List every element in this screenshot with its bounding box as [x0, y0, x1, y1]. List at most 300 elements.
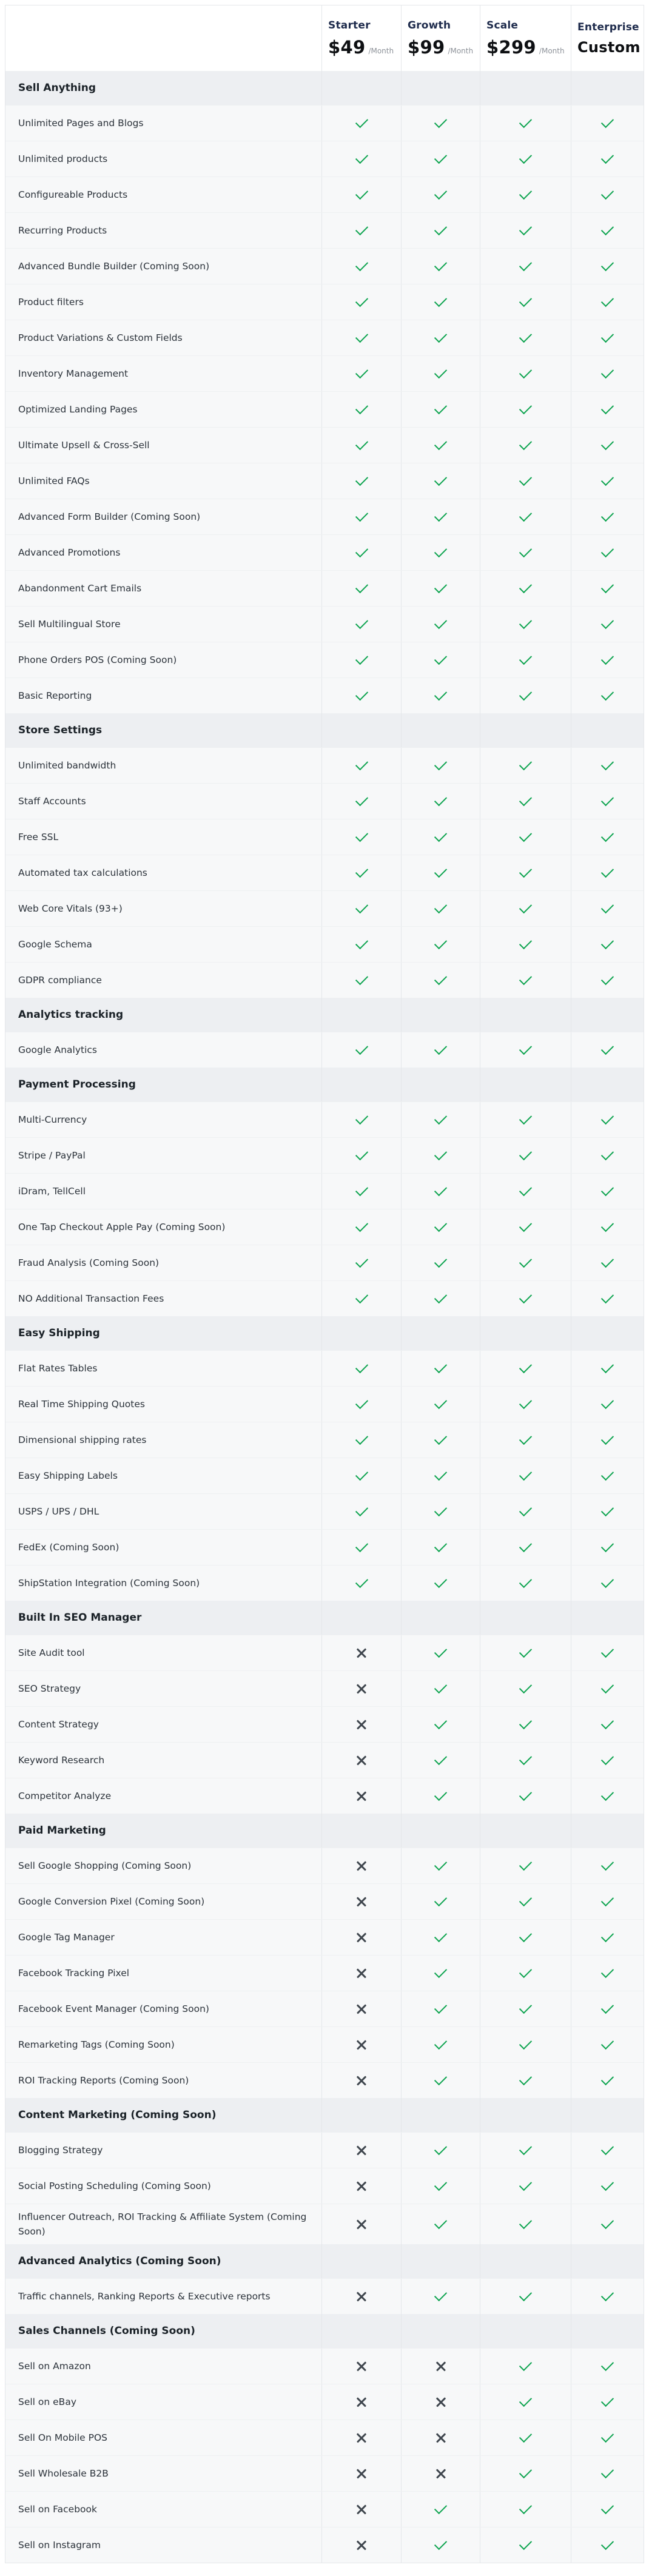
feature-mark-cell	[571, 2456, 644, 2491]
feature-label-cell	[5, 1991, 321, 2026]
feature-mark-cell	[571, 1671, 644, 1706]
feature-mark-cell	[571, 535, 644, 570]
feature-mark-cell	[571, 284, 644, 320]
feature-label-cell	[5, 1743, 321, 1778]
feature-mark-cell	[571, 748, 644, 783]
feature-mark-cell	[401, 855, 480, 890]
check-icon	[519, 2393, 532, 2406]
check-icon	[355, 793, 368, 805]
cross-icon	[356, 2181, 367, 2191]
feature-row	[5, 1706, 644, 1742]
feature-label-cell	[5, 2527, 321, 2563]
feature-row	[5, 2168, 644, 2204]
check-icon	[355, 757, 368, 770]
feature-label-cell	[5, 428, 321, 463]
section-title: Advanced Analytics (Coming Soon)	[18, 2255, 221, 2268]
feature-mark-cell	[401, 2279, 480, 2314]
feature-label-cell	[5, 1530, 321, 1565]
feature-row	[5, 642, 644, 678]
check-icon	[434, 2216, 447, 2228]
feature-row	[5, 2204, 644, 2244]
feature-label: Facebook Tracking Pixel	[18, 1967, 130, 1979]
feature-mark-cell	[571, 784, 644, 819]
feature-mark-cell	[401, 249, 480, 284]
feature-label-cell	[5, 748, 321, 783]
check-icon	[519, 2036, 532, 2049]
plan-price: Custom	[577, 38, 641, 56]
feature-mark-cell	[480, 1956, 571, 1991]
feature-row	[5, 962, 644, 998]
feature-row	[5, 1422, 644, 1458]
check-icon	[601, 2501, 614, 2514]
feature-mark-cell	[321, 891, 401, 926]
feature-mark-cell	[321, 2420, 401, 2455]
check-icon	[601, 365, 614, 378]
plan-price-line	[577, 39, 644, 56]
check-icon	[355, 864, 368, 877]
feature-mark-cell	[401, 213, 480, 248]
check-icon	[519, 1041, 532, 1054]
feature-label-cell	[5, 1671, 321, 1706]
feature-mark-cell	[401, 1458, 480, 1493]
feature-mark-cell	[480, 2133, 571, 2168]
check-icon	[355, 186, 368, 199]
feature-mark-cell	[480, 1565, 571, 1601]
feature-mark-cell	[321, 1530, 401, 1565]
check-icon	[601, 472, 614, 485]
check-icon	[601, 1183, 614, 1196]
feature-label-cell	[5, 1102, 321, 1137]
feature-mark-cell	[321, 1956, 401, 1991]
cross-icon	[356, 2504, 367, 2515]
check-icon	[434, 150, 447, 163]
feature-label: Influencer Outreach, ROI Tracking & Affiliate System (Coming Soon)	[18, 2211, 307, 2238]
feature-label: Abandonment Cart Emails	[18, 582, 142, 594]
feature-mark-cell	[480, 499, 571, 534]
feature-row	[5, 1848, 644, 1883]
section-title: Sales Channels (Coming Soon)	[18, 2325, 195, 2338]
feature-mark-cell	[401, 2133, 480, 2168]
check-icon	[519, 900, 532, 913]
feature-mark-cell	[401, 2456, 480, 2491]
check-icon	[355, 651, 368, 664]
feature-mark-cell	[571, 1530, 644, 1565]
feature-mark-cell	[480, 2492, 571, 2527]
feature-mark-cell	[480, 1032, 571, 1068]
section-header-plan-cell	[571, 998, 644, 1032]
check-icon	[519, 1254, 532, 1267]
feature-mark-cell	[321, 320, 401, 355]
feature-row	[5, 2527, 644, 2563]
cross-icon	[356, 2396, 367, 2407]
section-header-row	[5, 1316, 644, 1350]
section-header-plan-cell	[571, 2314, 644, 2348]
check-icon	[519, 2072, 532, 2085]
feature-mark-cell	[401, 607, 480, 642]
feature-mark-cell	[321, 1565, 401, 1601]
section-header-plan-cell	[571, 71, 644, 105]
feature-mark-cell	[480, 1351, 571, 1386]
feature-row	[5, 783, 644, 819]
feature-mark-cell	[401, 1351, 480, 1386]
feature-label: Sell Google Shopping (Coming Soon)	[18, 1860, 192, 1871]
section-title: Store Settings	[18, 724, 103, 736]
section-header-plan-cell	[480, 1814, 571, 1848]
feature-mark-cell	[401, 1032, 480, 1068]
feature-label: Fraud Analysis (Coming Soon)	[18, 1257, 160, 1268]
feature-row	[5, 320, 644, 355]
cross-icon	[356, 2361, 367, 2372]
check-icon	[601, 2000, 614, 2013]
feature-label-cell	[5, 1494, 321, 1529]
feature-mark-cell	[321, 249, 401, 284]
feature-mark-cell	[480, 1530, 571, 1565]
check-icon	[355, 258, 368, 271]
feature-label-cell	[5, 1387, 321, 1422]
feature-mark-cell	[401, 642, 480, 678]
feature-mark-cell	[401, 535, 480, 570]
check-icon	[519, 1183, 532, 1196]
feature-row	[5, 2491, 644, 2527]
check-icon	[519, 2358, 532, 2370]
feature-mark-cell	[321, 392, 401, 427]
check-icon	[601, 1111, 614, 1124]
feature-row	[5, 1386, 644, 1422]
feature-row	[5, 427, 644, 463]
section-header-row	[5, 71, 644, 105]
check-icon	[355, 1503, 368, 1516]
feature-mark-cell	[401, 177, 480, 212]
feature-label-cell	[5, 1458, 321, 1493]
feature-mark-cell	[480, 571, 571, 606]
feature-label: Unlimited FAQs	[18, 475, 90, 486]
feature-row	[5, 177, 644, 212]
feature-mark-cell	[401, 1991, 480, 2026]
feature-row	[5, 391, 644, 427]
check-icon	[601, 329, 614, 342]
feature-mark-cell	[480, 463, 571, 499]
check-icon	[434, 2501, 447, 2514]
check-icon	[434, 2142, 447, 2154]
section-header-plan-cell	[571, 1068, 644, 1101]
feature-label-cell	[5, 1245, 321, 1280]
feature-mark-cell	[571, 642, 644, 678]
feature-label: Advanced Form Builder (Coming Soon)	[18, 511, 201, 522]
section-header-plan-cell	[321, 2244, 401, 2278]
feature-label: ShipStation Integration (Coming Soon)	[18, 1577, 200, 1589]
feature-mark-cell	[321, 2492, 401, 2527]
feature-row	[5, 926, 644, 962]
feature-mark-cell	[571, 2384, 644, 2420]
feature-label: Advanced Promotions	[18, 546, 121, 558]
feature-mark-cell	[571, 428, 644, 463]
feature-mark-cell	[321, 1351, 401, 1386]
feature-mark-cell	[480, 678, 571, 713]
feature-label: Google Conversion Pixel (Coming Soon)	[18, 1895, 205, 1907]
feature-mark-cell	[321, 1032, 401, 1068]
check-icon	[601, 2393, 614, 2406]
feature-mark-cell	[321, 819, 401, 855]
feature-row	[5, 141, 644, 177]
plan-price: $299	[486, 36, 536, 58]
feature-mark-cell	[401, 1245, 480, 1280]
feature-mark-cell	[401, 1209, 480, 1245]
check-icon	[519, 1575, 532, 1587]
feature-label-cell	[5, 1778, 321, 1814]
feature-mark-cell	[571, 2527, 644, 2563]
feature-label: Free SSL	[18, 831, 59, 842]
check-icon	[601, 651, 614, 664]
feature-mark-cell	[321, 141, 401, 177]
feature-mark-cell	[401, 1884, 480, 1919]
section-header-plan-cell	[321, 2314, 401, 2348]
check-icon	[601, 401, 614, 414]
check-icon	[434, 401, 447, 414]
check-icon	[519, 186, 532, 199]
feature-label: Competitor Analyze	[18, 1790, 112, 1801]
feature-mark-cell	[480, 2384, 571, 2420]
check-icon	[434, 616, 447, 628]
check-icon	[601, 1290, 614, 1303]
check-icon	[355, 580, 368, 593]
check-icon	[601, 1147, 614, 1160]
check-icon	[601, 1041, 614, 1054]
check-icon	[355, 401, 368, 414]
check-icon	[601, 793, 614, 805]
section-header-plan-cell	[401, 2244, 480, 2278]
check-icon	[519, 472, 532, 485]
section-header-plan-cell	[480, 713, 571, 747]
feature-label: Multi-Currency	[18, 1114, 87, 1125]
feature-mark-cell	[401, 392, 480, 427]
check-icon	[355, 1111, 368, 1124]
feature-mark-cell	[321, 1245, 401, 1280]
feature-mark-cell	[480, 2168, 571, 2204]
check-icon	[434, 258, 447, 271]
feature-mark-cell	[401, 1920, 480, 1955]
feature-mark-cell	[480, 213, 571, 248]
feature-label: Remarketing Tags (Coming Soon)	[18, 2039, 175, 2050]
feature-label: Automated tax calculations	[18, 867, 147, 878]
feature-label-cell	[5, 1209, 321, 1245]
feature-mark-cell	[571, 927, 644, 962]
plan-price: $99	[408, 36, 445, 58]
check-icon	[601, 222, 614, 235]
feature-mark-cell	[571, 249, 644, 284]
check-icon	[601, 2072, 614, 2085]
feature-label: Unlimited bandwidth	[18, 759, 116, 771]
check-icon	[355, 150, 368, 163]
feature-mark-cell	[321, 1102, 401, 1137]
section-header-plan-cell	[480, 71, 571, 105]
check-icon	[519, 1644, 532, 1657]
feature-row	[5, 1458, 644, 1493]
feature-mark-cell	[480, 891, 571, 926]
check-icon	[434, 222, 447, 235]
check-icon	[601, 1644, 614, 1657]
feature-label: Traffic channels, Ranking Reports & Executive reports	[18, 2291, 271, 2302]
check-icon	[601, 2216, 614, 2228]
check-icon	[434, 2537, 447, 2549]
check-icon	[434, 2072, 447, 2085]
feature-label-cell	[5, 356, 321, 391]
plan-price: $49	[328, 36, 366, 58]
section-header-cell	[5, 1814, 321, 1848]
feature-mark-cell	[480, 141, 571, 177]
check-icon	[434, 1787, 447, 1800]
check-icon	[434, 186, 447, 199]
feature-mark-cell	[480, 927, 571, 962]
feature-mark-cell	[401, 356, 480, 391]
feature-mark-cell	[571, 1778, 644, 1814]
feature-mark-cell	[321, 284, 401, 320]
check-icon	[434, 1575, 447, 1587]
check-icon	[355, 1041, 368, 1054]
check-icon	[434, 1183, 447, 1196]
check-icon	[434, 1893, 447, 1906]
check-icon	[355, 508, 368, 521]
feature-label: Dimensional shipping rates	[18, 1434, 147, 1445]
check-icon	[434, 972, 447, 984]
section-header-plan-cell	[401, 1601, 480, 1635]
check-icon	[355, 1183, 368, 1196]
feature-mark-cell	[571, 1635, 644, 1670]
check-icon	[601, 1965, 614, 1977]
feature-label-cell	[5, 1635, 321, 1670]
check-icon	[519, 757, 532, 770]
feature-mark-cell	[571, 855, 644, 890]
check-icon	[519, 1929, 532, 1942]
feature-mark-cell	[480, 1138, 571, 1173]
feature-label-cell	[5, 2279, 321, 2314]
check-icon	[519, 1360, 532, 1373]
feature-mark-cell	[321, 2027, 401, 2062]
feature-mark-cell	[480, 1174, 571, 1209]
section-header-plan-cell	[571, 713, 644, 747]
check-icon	[355, 1147, 368, 1160]
section-header-plan-cell	[401, 2098, 480, 2132]
check-icon	[355, 616, 368, 628]
section-header-plan-cell	[401, 713, 480, 747]
check-icon	[601, 1219, 614, 1231]
feature-label-cell	[5, 1956, 321, 1991]
section-header-plan-cell	[571, 1316, 644, 1350]
feature-row	[5, 1883, 644, 1919]
cross-icon	[356, 2219, 367, 2230]
plan-column-scale	[480, 5, 571, 71]
feature-mark-cell	[480, 249, 571, 284]
feature-mark-cell	[571, 2168, 644, 2204]
feature-mark-cell	[480, 607, 571, 642]
feature-mark-cell	[401, 2349, 480, 2384]
feature-label-cell	[5, 1032, 321, 1068]
feature-mark-cell	[401, 2027, 480, 2062]
check-icon	[519, 401, 532, 414]
feature-mark-cell	[401, 571, 480, 606]
section-header-plan-cell	[321, 998, 401, 1032]
feature-mark-cell	[480, 1743, 571, 1778]
feature-mark-cell	[480, 320, 571, 355]
feature-row	[5, 570, 644, 606]
feature-mark-cell	[480, 106, 571, 141]
feature-mark-cell	[321, 213, 401, 248]
check-icon	[434, 2036, 447, 2049]
check-icon	[519, 222, 532, 235]
feature-mark-cell	[571, 1351, 644, 1386]
feature-label: Social Posting Scheduling (Coming Soon)	[18, 2180, 211, 2191]
check-icon	[601, 544, 614, 557]
check-icon	[434, 829, 447, 841]
feature-mark-cell	[321, 2384, 401, 2420]
check-icon	[601, 1929, 614, 1942]
check-icon	[519, 2537, 532, 2549]
cross-icon	[356, 1755, 367, 1766]
section-header-plan-cell	[321, 1814, 401, 1848]
check-icon	[601, 972, 614, 984]
check-icon	[355, 472, 368, 485]
feature-label: Sell on Instagram	[18, 2540, 101, 2551]
section-header-cell	[5, 1316, 321, 1350]
check-icon	[355, 437, 368, 449]
feature-mark-cell	[480, 2063, 571, 2098]
feature-mark-cell	[321, 1494, 401, 1529]
feature-mark-cell	[571, 2349, 644, 2384]
check-icon	[601, 508, 614, 521]
feature-label: FedEx (Coming Soon)	[18, 1541, 119, 1553]
section-header-plan-cell	[321, 1316, 401, 1350]
feature-mark-cell	[480, 1707, 571, 1742]
section-header-plan-cell	[321, 2098, 401, 2132]
feature-mark-cell	[480, 2027, 571, 2062]
feature-label: NO Additional Transaction Fees	[18, 1293, 164, 1304]
section-header-plan-cell	[480, 998, 571, 1032]
check-icon	[519, 2000, 532, 2013]
plan-price-line	[408, 37, 473, 58]
feature-mark-cell	[571, 1209, 644, 1245]
feature-mark-cell	[571, 463, 644, 499]
feature-row	[5, 2384, 644, 2420]
feature-label-cell	[5, 499, 321, 534]
plan-period: /Month	[448, 46, 474, 55]
feature-mark-cell	[571, 1138, 644, 1173]
feature-mark-cell	[571, 819, 644, 855]
feature-row	[5, 105, 644, 141]
check-icon	[601, 757, 614, 770]
check-icon	[519, 1965, 532, 1977]
feature-mark-cell	[321, 106, 401, 141]
feature-label: Google Analytics	[18, 1044, 97, 1055]
check-icon	[519, 651, 532, 664]
feature-mark-cell	[480, 1102, 571, 1137]
feature-mark-cell	[480, 1494, 571, 1529]
feature-mark-cell	[571, 1956, 644, 1991]
feature-mark-cell	[321, 2133, 401, 2168]
feature-mark-cell	[480, 2279, 571, 2314]
check-icon	[434, 1219, 447, 1231]
feature-mark-cell	[401, 1174, 480, 1209]
plan-price-line	[486, 37, 565, 58]
check-icon	[434, 544, 447, 557]
check-icon	[519, 258, 532, 271]
feature-label-cell	[5, 2420, 321, 2455]
feature-row	[5, 2420, 644, 2455]
check-icon	[601, 2142, 614, 2154]
feature-label: Ultimate Upsell & Cross-Sell	[18, 439, 150, 451]
check-icon	[601, 864, 614, 877]
feature-row	[5, 1173, 644, 1209]
feature-mark-cell	[571, 141, 644, 177]
check-icon	[601, 150, 614, 163]
